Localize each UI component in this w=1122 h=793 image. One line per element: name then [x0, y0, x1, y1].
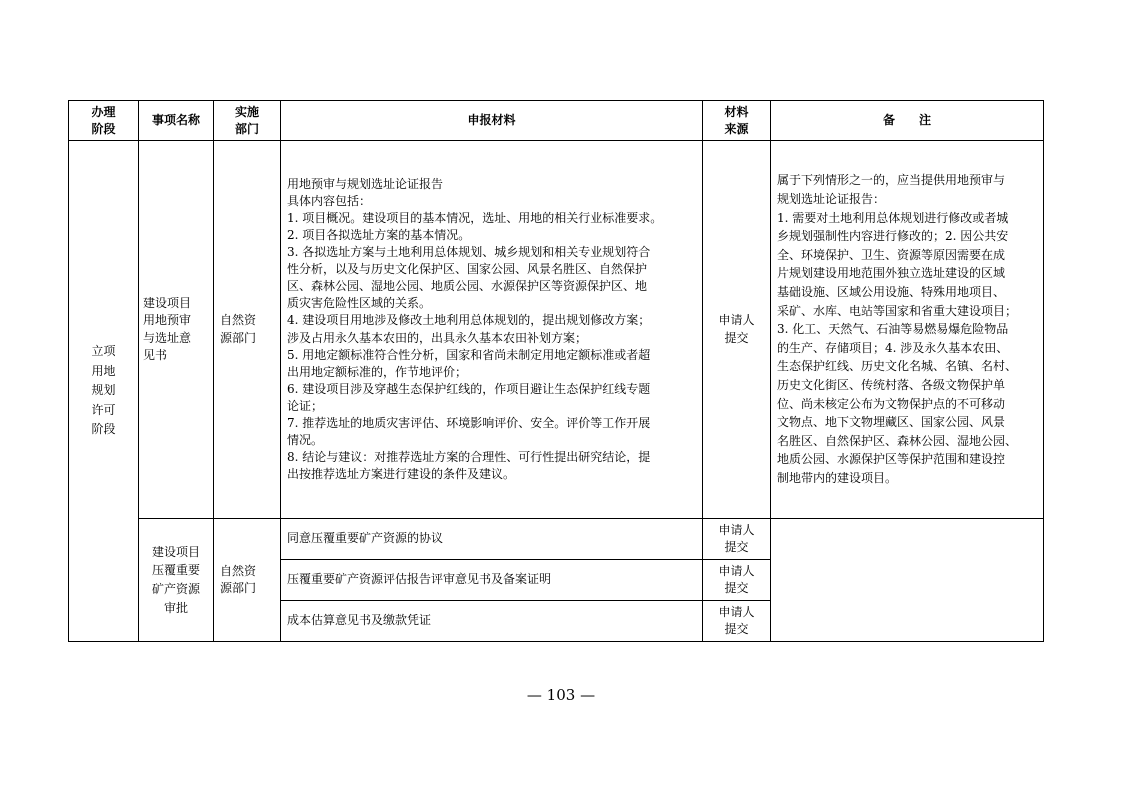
item-name-cell: 建设项目 压覆重要 矿产资源 审批: [139, 519, 214, 642]
source-cell: 申请人 提交: [703, 601, 771, 642]
dept-cell: 自然资 源部门: [214, 519, 281, 642]
materials-cell: 用地预审与规划选址论证报告 具体内容包括： 1. 项目概况。建设项目的基本情况，选址、用地的相关行业标准要求。 2. 项目各拟选址方案的基本情况。 3. 各拟选址方案与土地利用总体规划、城乡规划和相关专业规划符合 性分析，以及与历史文化保护区、国家公园、风景名胜区、自然保护 区、森林公园、湿地公园、地质公园、水源保护区等资源保护区、地 质灾害危险性区域的关系。 4. 建设项目用地涉及修改土地利用总体规划的，提出规划修改方案； 涉及占用永久基本农田的，出具永久基本农田补划方案； 5. 用地定额标准符合性分析，国家和省尚未制定用地定额标准或者超 出用地定额标准的，作节地评价； 6. 建设项目涉及穿越生态保护红线的，作项目避让生态保护红线专题 论证； 7. 推荐选址的地质灾害评估、环境影响评价、安全。评价等工作开展 情况。 8. 结论与建议：对推荐选址方案的合理性、可行性提出研究结论，提 出按推荐选址方案进行建设的条件及建议。: [281, 141, 703, 519]
stage-cell: 立项 用地 规划 许可 阶段: [69, 141, 139, 642]
source-cell: 申请人 提交: [703, 560, 771, 601]
source-cell: 申请人 提交: [703, 519, 771, 560]
dept-cell: 自然资 源部门: [214, 141, 281, 519]
item-name-cell: 建设项目 用地预审 与选址意 见书: [139, 141, 214, 519]
page-number: — 103 —: [526, 686, 596, 704]
header-source: 材料 来源: [703, 101, 771, 141]
header-materials: 申报材料: [281, 101, 703, 141]
header-stage: 办理 阶段: [69, 101, 139, 141]
header-note: 备 注: [771, 101, 1044, 141]
table-header-row: [69, 101, 1044, 141]
table-row: [69, 519, 1044, 560]
header-dept: 实施 部门: [214, 101, 281, 141]
materials-cell: 成本估算意见书及缴款凭证: [281, 601, 703, 642]
materials-cell: 压覆重要矿产资源评估报告评审意见书及备案证明: [281, 560, 703, 601]
note-cell-empty: [771, 519, 1044, 642]
approval-materials-table: [68, 100, 1044, 642]
source-cell: 申请人 提交: [703, 141, 771, 519]
note-cell: 属于下列情形之一的，应当提供用地预审与 规划选址论证报告： 1. 需要对土地利用总体规划进行修改或者城 乡规划强制性内容进行修改的；2. 因公共安 全、环境保护、卫生、资源等原因需要在成 片规划建设用地范围外独立选址建设的区域 基础设施、区域公用设施、特殊用地项目、 采矿、水库、电站等国家和省重大建设项目； 3. 化工、天然气、石油等易燃易爆危险物品 的生产、存储项目；4. 涉及永久基本农田、 生态保护红线、历史文化名城、名镇、名村、 历史文化街区、传统村落、各级文物保护单 位、尚未核定公布为文物保护点的不可移动 文物点、地下文物埋藏区、国家公园、风景 名胜区、自然保护区、森林公园、湿地公园、 地质公园、水源保护区等保护范围和建设控 制地带内的建设项目。: [771, 141, 1044, 519]
materials-cell: 同意压覆重要矿产资源的协议: [281, 519, 703, 560]
header-item-name: 事项名称: [139, 101, 214, 141]
table-row: [69, 141, 1044, 519]
